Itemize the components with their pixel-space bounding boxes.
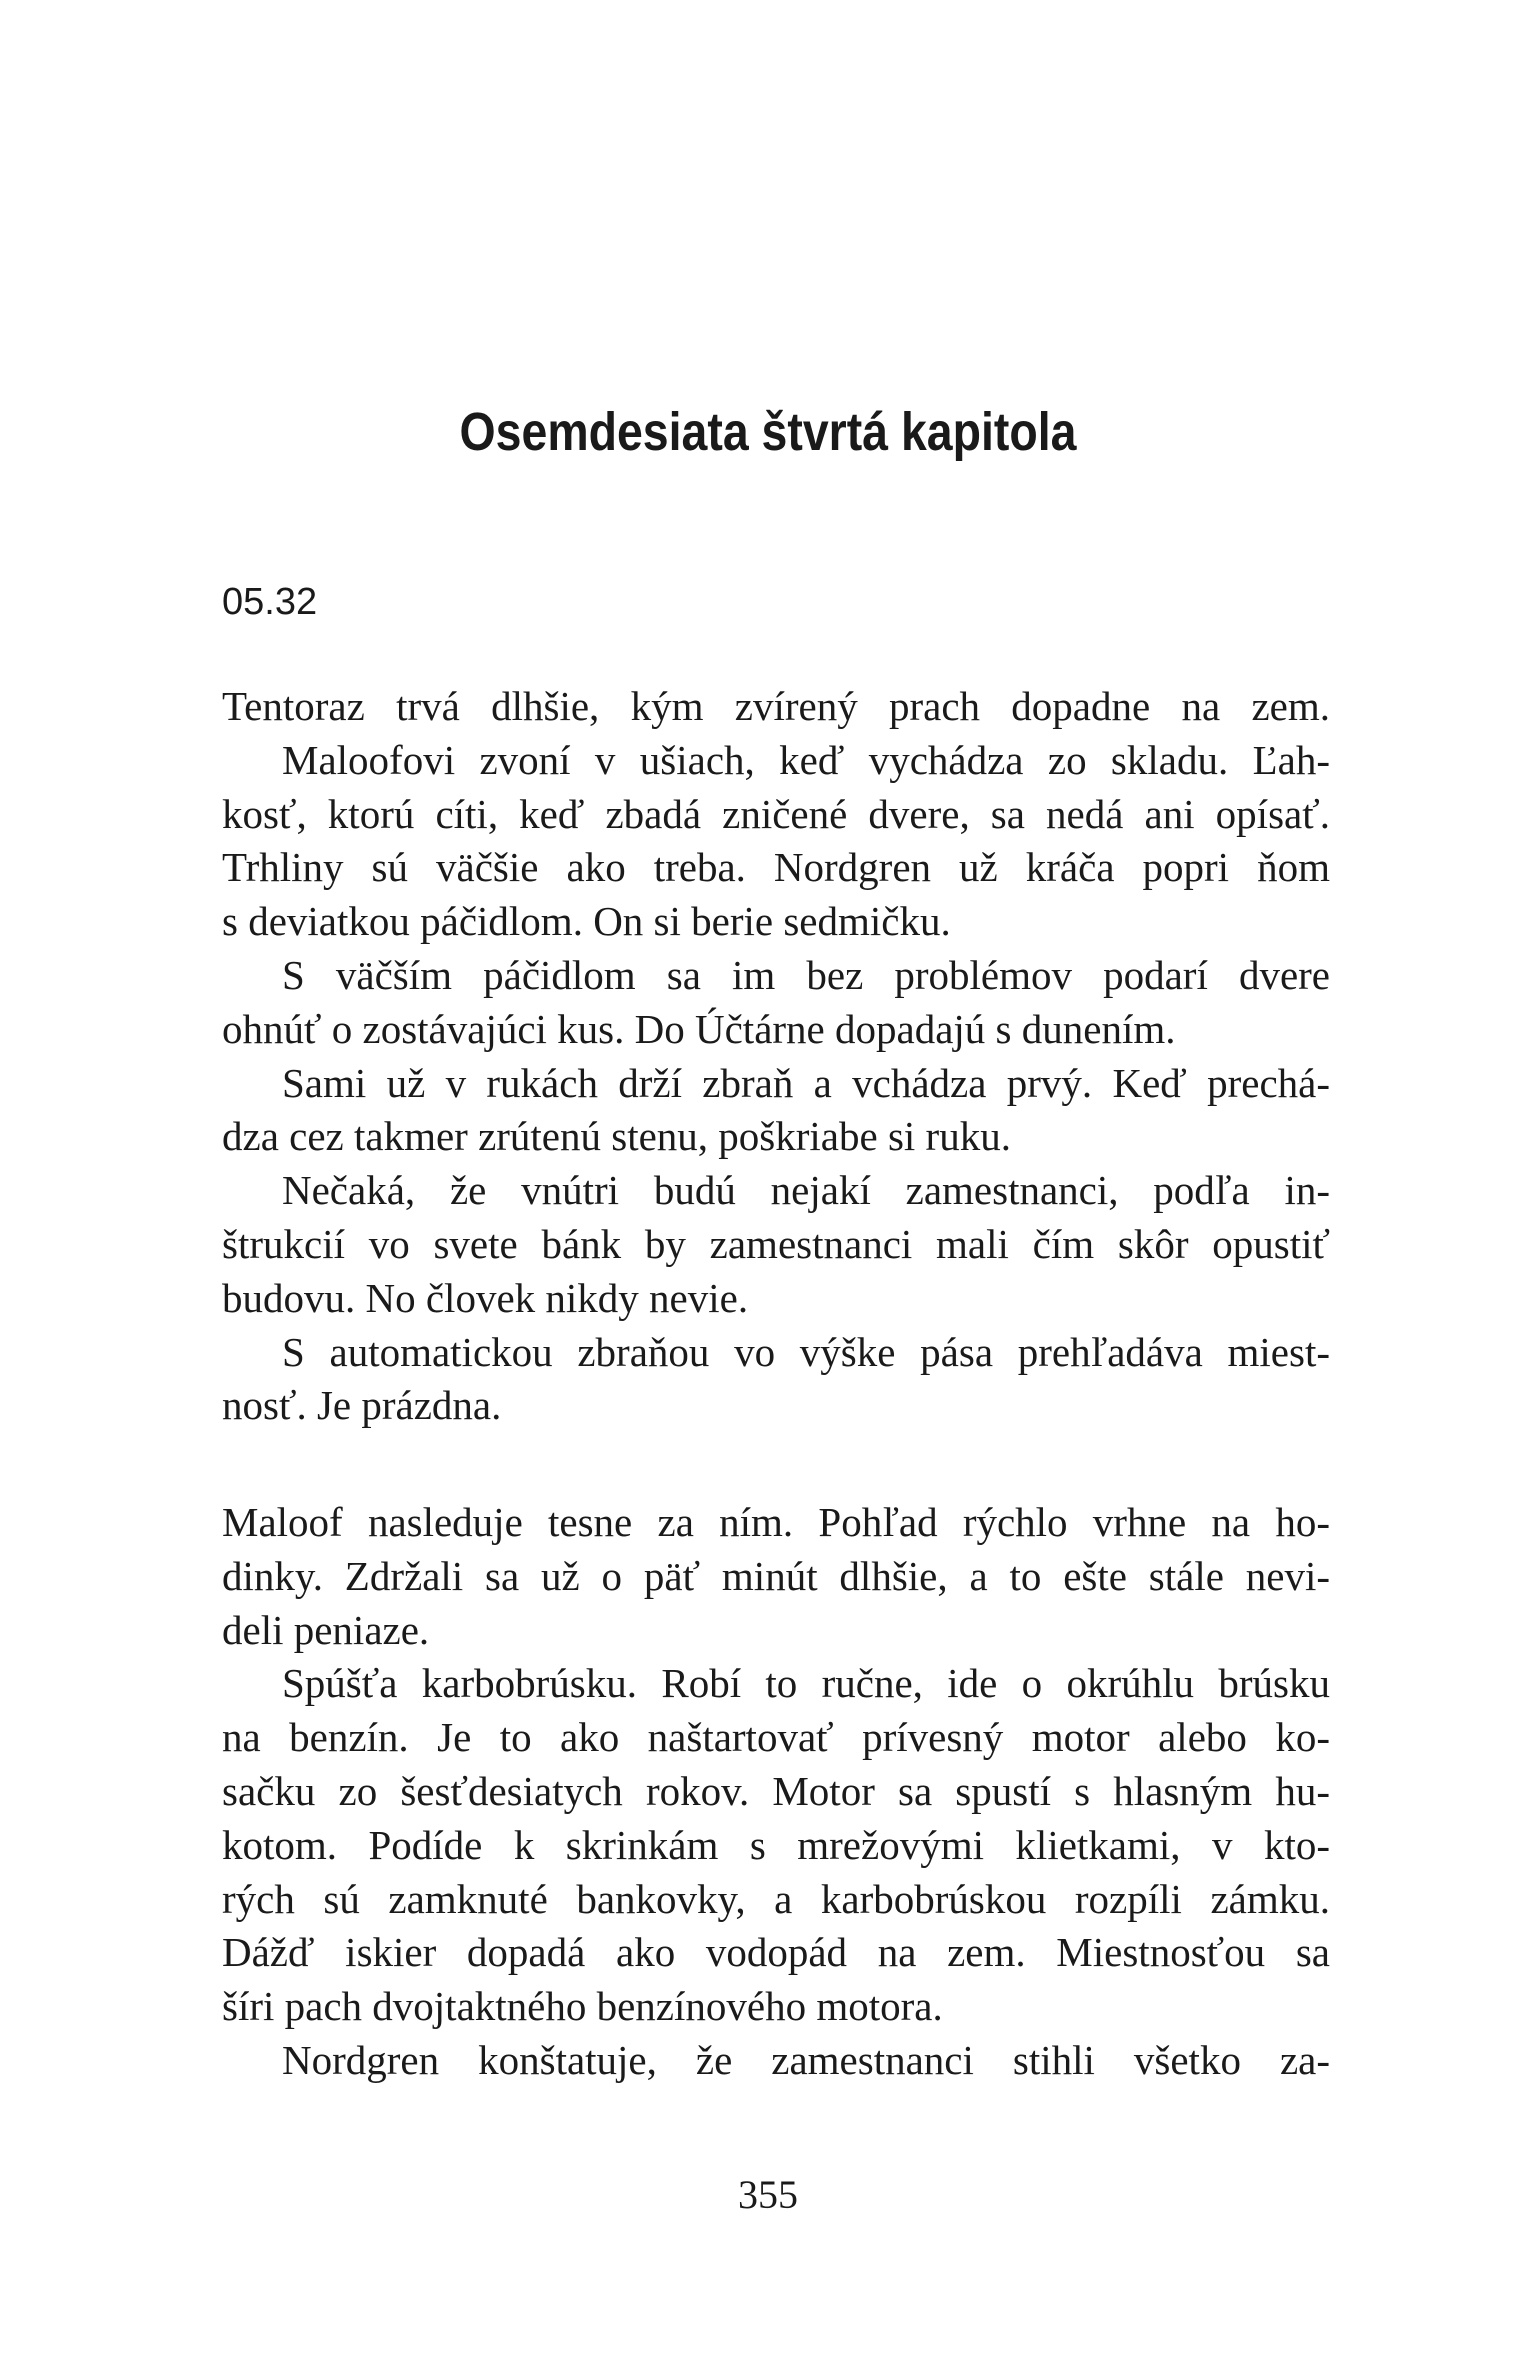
text-line: Nordgren konštatuje, že zamestnanci stihli všetko za-: [282, 2036, 1330, 2083]
page-number: 355: [738, 2172, 798, 2217]
section-first: [222, 680, 1330, 1433]
text-line: šíri pach dvojtaktného benzínového motora.: [222, 1983, 943, 2030]
text-line: sačku zo šesťdesiatych rokov. Motor sa spustí s hlasným hu-: [222, 1767, 1330, 1814]
text-line: deli peniaze.: [222, 1606, 430, 1653]
text-line: budovu. No človek nikdy nevie.: [222, 1274, 749, 1321]
time-stamp: 05.32: [222, 581, 318, 623]
text-line: na benzín. Je to ako naštartovať prívesný motor alebo ko-: [222, 1714, 1330, 1761]
text-line: Dážď iskier dopadá ako vodopád na zem. Miestnosťou sa: [222, 1929, 1330, 1976]
text-line: Maloofovi zvoní v ušiach, keď vychádza zo skladu. Ľah-: [282, 736, 1330, 783]
text-line: Nečaká, že vnútri budú nejakí zamestnanci, podľa in-: [282, 1167, 1330, 1214]
text-line: rých sú zamknuté bankovky, a karbobrúskou rozpíli zámku.: [222, 1875, 1330, 1922]
text-line: S automatickou zbraňou vo výške pása prehľadáva miest-: [282, 1328, 1330, 1375]
text-line: Trhliny sú väčšie ako treba. Nordgren už kráča popri ňom: [222, 844, 1330, 891]
text-line: S väčším páčidlom sa im bez problémov podarí dvere: [282, 951, 1330, 998]
text-line: nosť. Je prázdna.: [222, 1382, 502, 1429]
text-line: štrukcií vo svete bánk by zamestnanci mali čím skôr opustiť: [222, 1220, 1330, 1267]
text-line: ohnúť o zostávajúci kus. Do Účtárne dopadajú s dunením.: [222, 1005, 1176, 1052]
text-line: Maloof nasleduje tesne za ním. Pohľad rýchlo vrhne na ho-: [222, 1499, 1330, 1545]
text-line: kotom. Podíde k skrinkám s mrežovými klietkami, v kto-: [222, 1821, 1330, 1868]
text-line: s deviatkou páčidlom. On si berie sedmičku.: [222, 898, 951, 945]
text-line: dinky. Zdržali sa už o päť minút dlhšie, a to ešte stále nevi-: [222, 1552, 1330, 1599]
text-line: Tentoraz trvá dlhšie, kým zvírený prach dopadne na zem.: [222, 683, 1330, 729]
text-line: dza cez takmer zrútenú stenu, poškriabe si ruku.: [222, 1113, 1011, 1160]
section-second: [222, 1496, 1330, 2088]
chapter-title: Osemdesiata štvrtá kapitola: [459, 402, 1077, 462]
text-line: Sami už v rukách drží zbraň a vchádza prvý. Keď prechá-: [282, 1059, 1330, 1106]
text-line: Spúšťa karbobrúsku. Robí to ručne, ide o okrúhlu brúsku: [282, 1660, 1330, 1707]
text-line: kosť, ktorú cíti, keď zbadá zničené dvere, sa nedá ani opísať.: [222, 790, 1330, 837]
